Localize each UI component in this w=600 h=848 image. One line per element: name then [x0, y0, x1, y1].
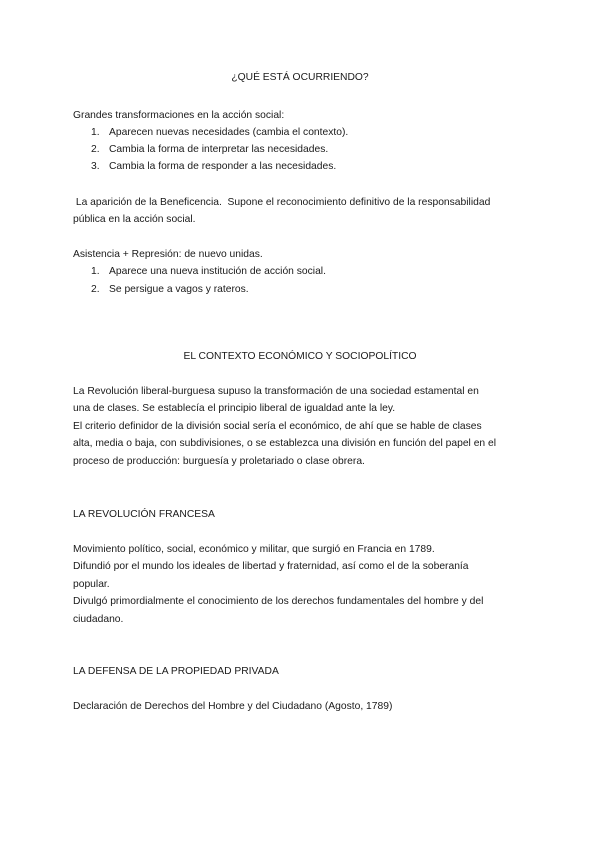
list-number: 1. [91, 266, 100, 277]
paragraph-line: El criterio definidor de la división social sería el económico, de ahí que se hable de clases [73, 421, 482, 432]
intro-text: Grandes transformaciones en la acción social: [73, 110, 285, 121]
section-title-propiedad-privada: LA DEFENSA DE LA PROPIEDAD PRIVADA [73, 666, 279, 677]
list-number: 3. [91, 161, 100, 172]
paragraph-line: popular. [73, 579, 110, 590]
list-item: Aparece una nueva institución de acción social. [109, 266, 326, 277]
section-title-que-esta-ocurriendo: ¿QUÉ ESTÁ OCURRIENDO? [231, 72, 369, 83]
paragraph-line: ciudadano. [73, 614, 124, 625]
paragraph-line: La Revolución liberal-burguesa supuso la transformación de una sociedad estamental en [73, 386, 479, 397]
paragraph-line: La aparición de la Beneficencia. Supone el reconocimiento definitivo de la responsabilidad [73, 197, 491, 208]
intro-text: Asistencia + Represión: de nuevo unidas. [73, 249, 263, 260]
list-item: Aparecen nuevas necesidades (cambia el contexto). [109, 127, 349, 138]
paragraph-line: Declaración de Derechos del Hombre y del Ciudadano (Agosto, 1789) [73, 701, 393, 712]
paragraph-line: Movimiento político, social, económico y militar, que surgió en Francia en 1789. [73, 544, 435, 555]
list-number: 2. [91, 284, 100, 295]
paragraph-line: Divulgó primordialmente el conocimiento de los derechos fundamentales del hombre y del [73, 596, 484, 607]
list-item: Cambia la forma de responder a las necesidades. [109, 161, 337, 172]
list-number: 1. [91, 127, 100, 138]
list-item: Se persigue a vagos y rateros. [109, 284, 249, 295]
list-number: 2. [91, 144, 100, 155]
paragraph-line: una de clases. Se establecía el principio liberal de igualdad ante la ley. [73, 403, 396, 414]
paragraph-line: proceso de producción: burguesía y proletariado o clase obrera. [73, 456, 365, 467]
paragraph-line: alta, media o baja, con subdivisiones, o se establezca una división en función del papel en el [73, 438, 497, 449]
section-title-revolucion-francesa: LA REVOLUCIÓN FRANCESA [73, 509, 215, 520]
paragraph-line: Difundió por el mundo los ideales de libertad y fraternidad, así como el de la soberanía [73, 561, 469, 572]
list-item: Cambia la forma de interpretar las necesidades. [109, 144, 329, 155]
section-title-contexto: EL CONTEXTO ECONÓMICO Y SOCIOPOLÍTICO [183, 351, 417, 362]
paragraph-line: pública en la acción social. [73, 214, 196, 225]
